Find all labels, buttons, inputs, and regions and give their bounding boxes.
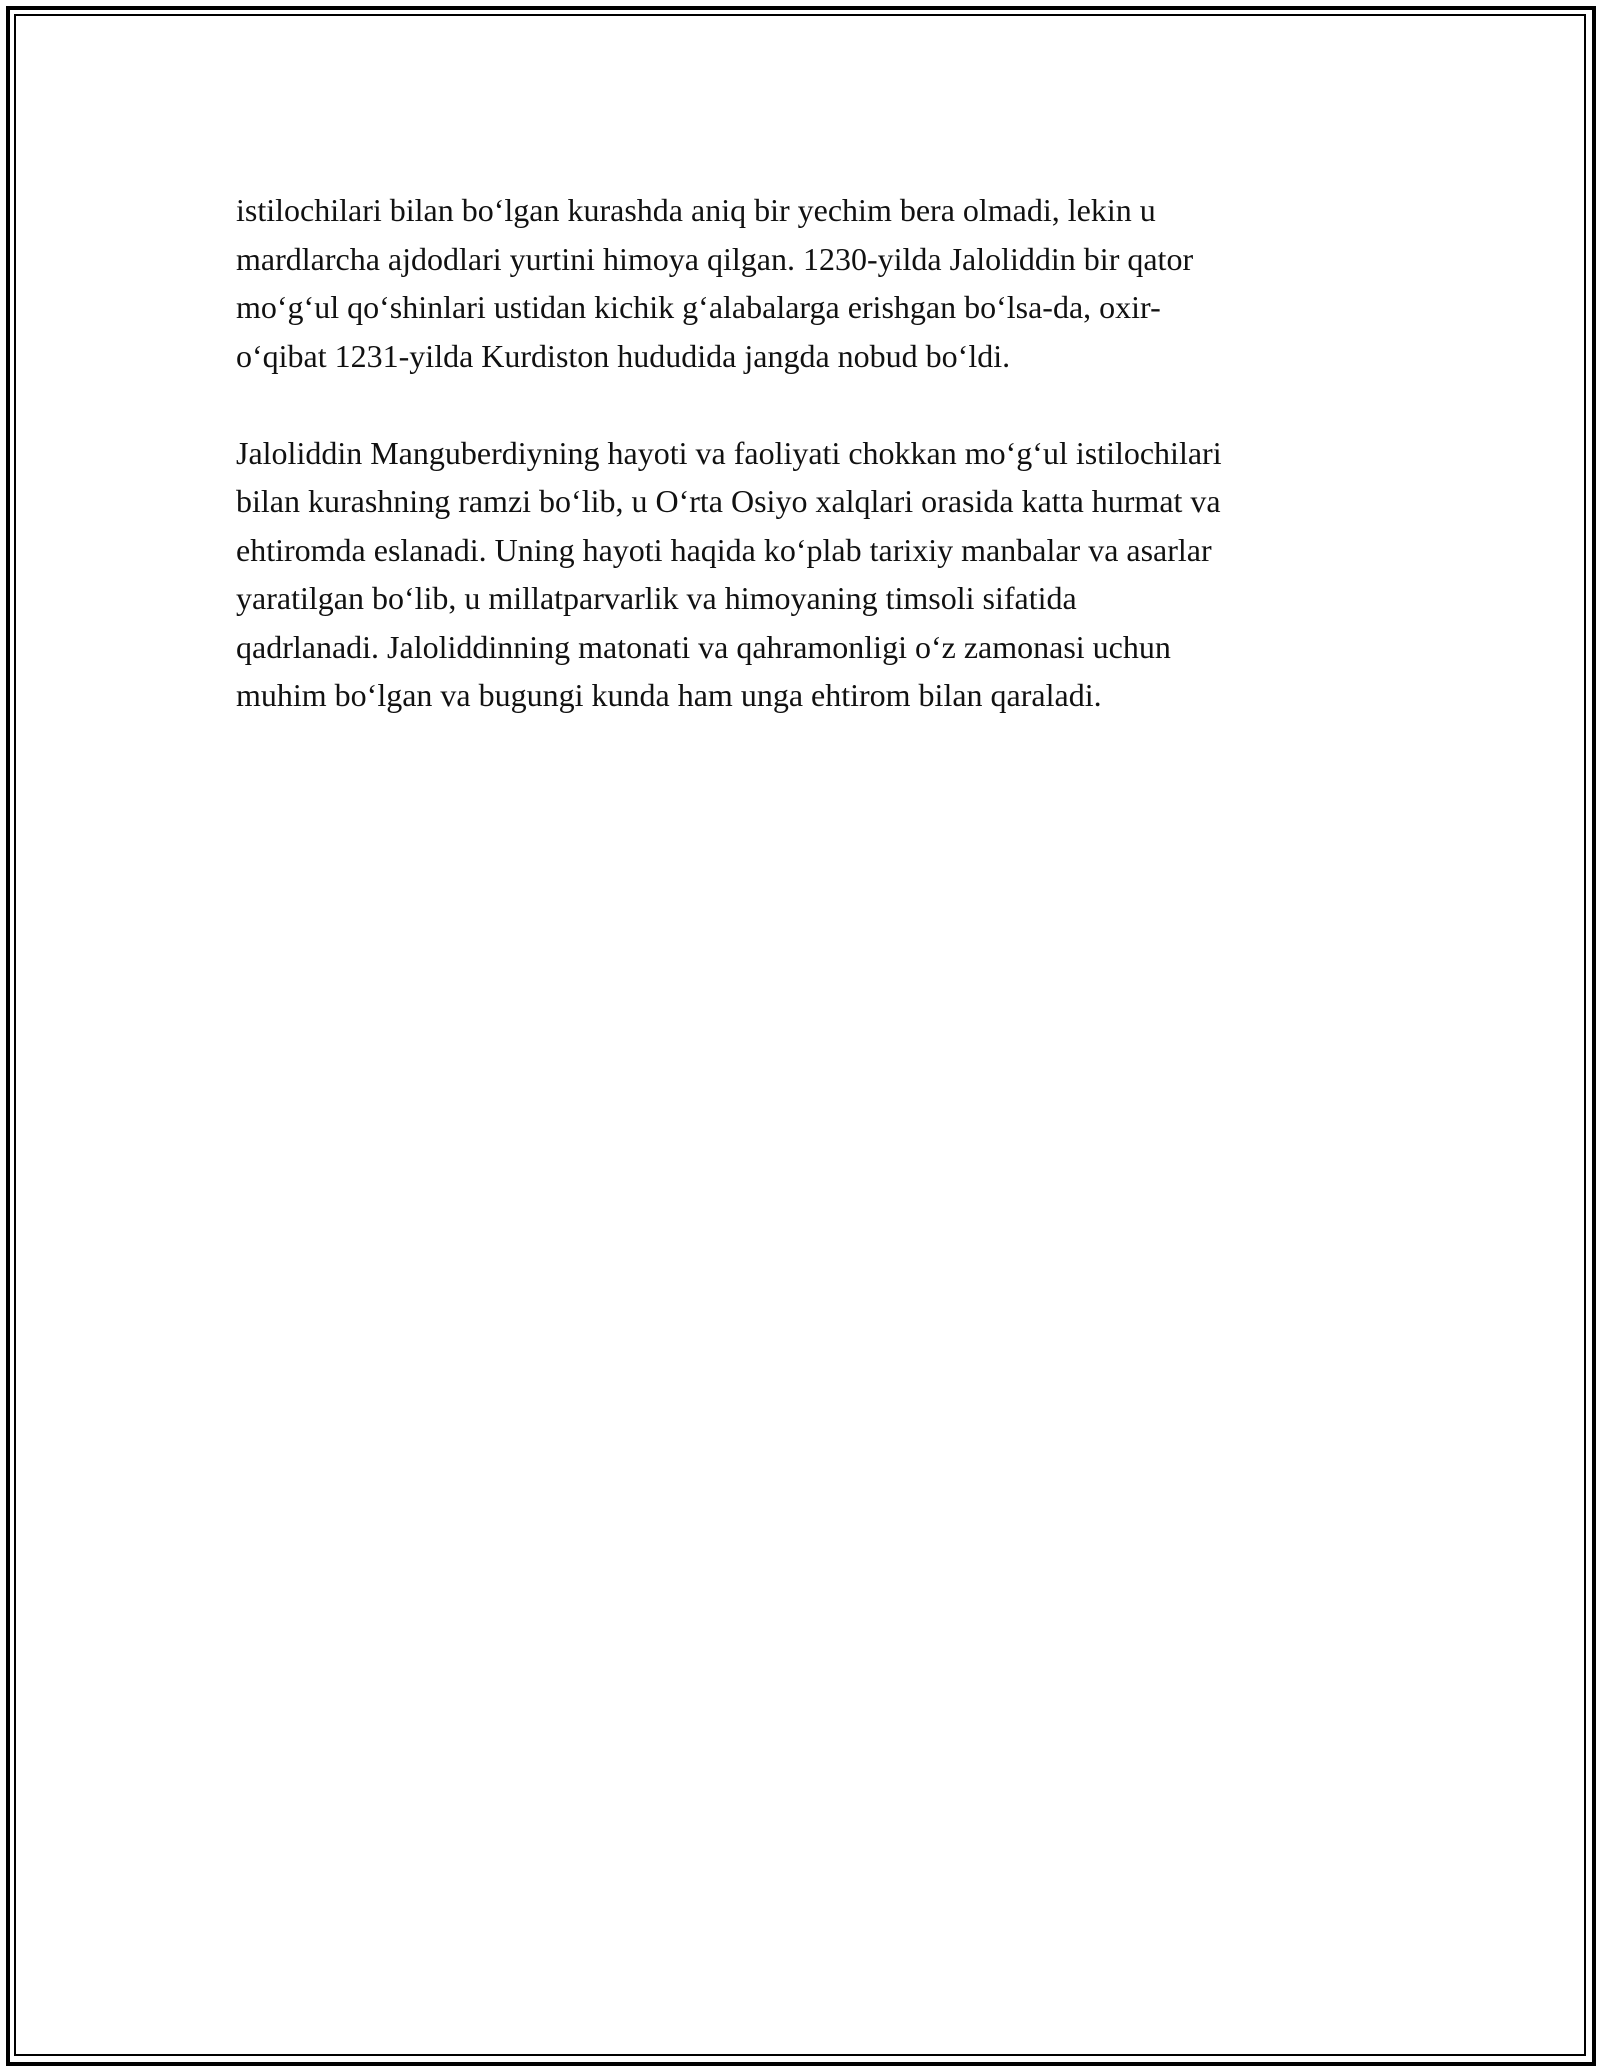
paragraph-1: istilochilari bilan bo‘lgan kurashda aniq bir yechim bera olmadi, lekin u mardlarcha ajdodlari yurtini himoya qilgan. 1230-yilda Jaloliddin bir qator mo‘g‘ul qo‘shinlari ustidan kichik g‘alabalarga erishgan bo‘lsa-da, oxir- o‘qibat 1231-yilda Kurdiston hududida jangda nobud bo‘ldi. bbox=[236, 192, 1194, 374]
paragraph-2: Jaloliddin Manguberdiyning hayoti va faoliyati chokkan mo‘g‘ul istilochilari bilan kurashning ramzi bo‘lib, u O‘rta Osiyo xalqlari orasida katta hurmat va ehtiromda eslanadi. Uning hayoti haqida ko‘plab tarixiy manbalar va asarlar yaratilgan bo‘lib, u millatparvarlik va himoyaning timsoli sifatida qadrlanadi. Jaloliddinning matonati va qahramonligi o‘z zamonasi uchun muhim bo‘lgan va bugungi kunda ham unga ehtirom bilan qaraladi. bbox=[236, 434, 1222, 713]
document-body bbox=[236, 186, 1396, 720]
